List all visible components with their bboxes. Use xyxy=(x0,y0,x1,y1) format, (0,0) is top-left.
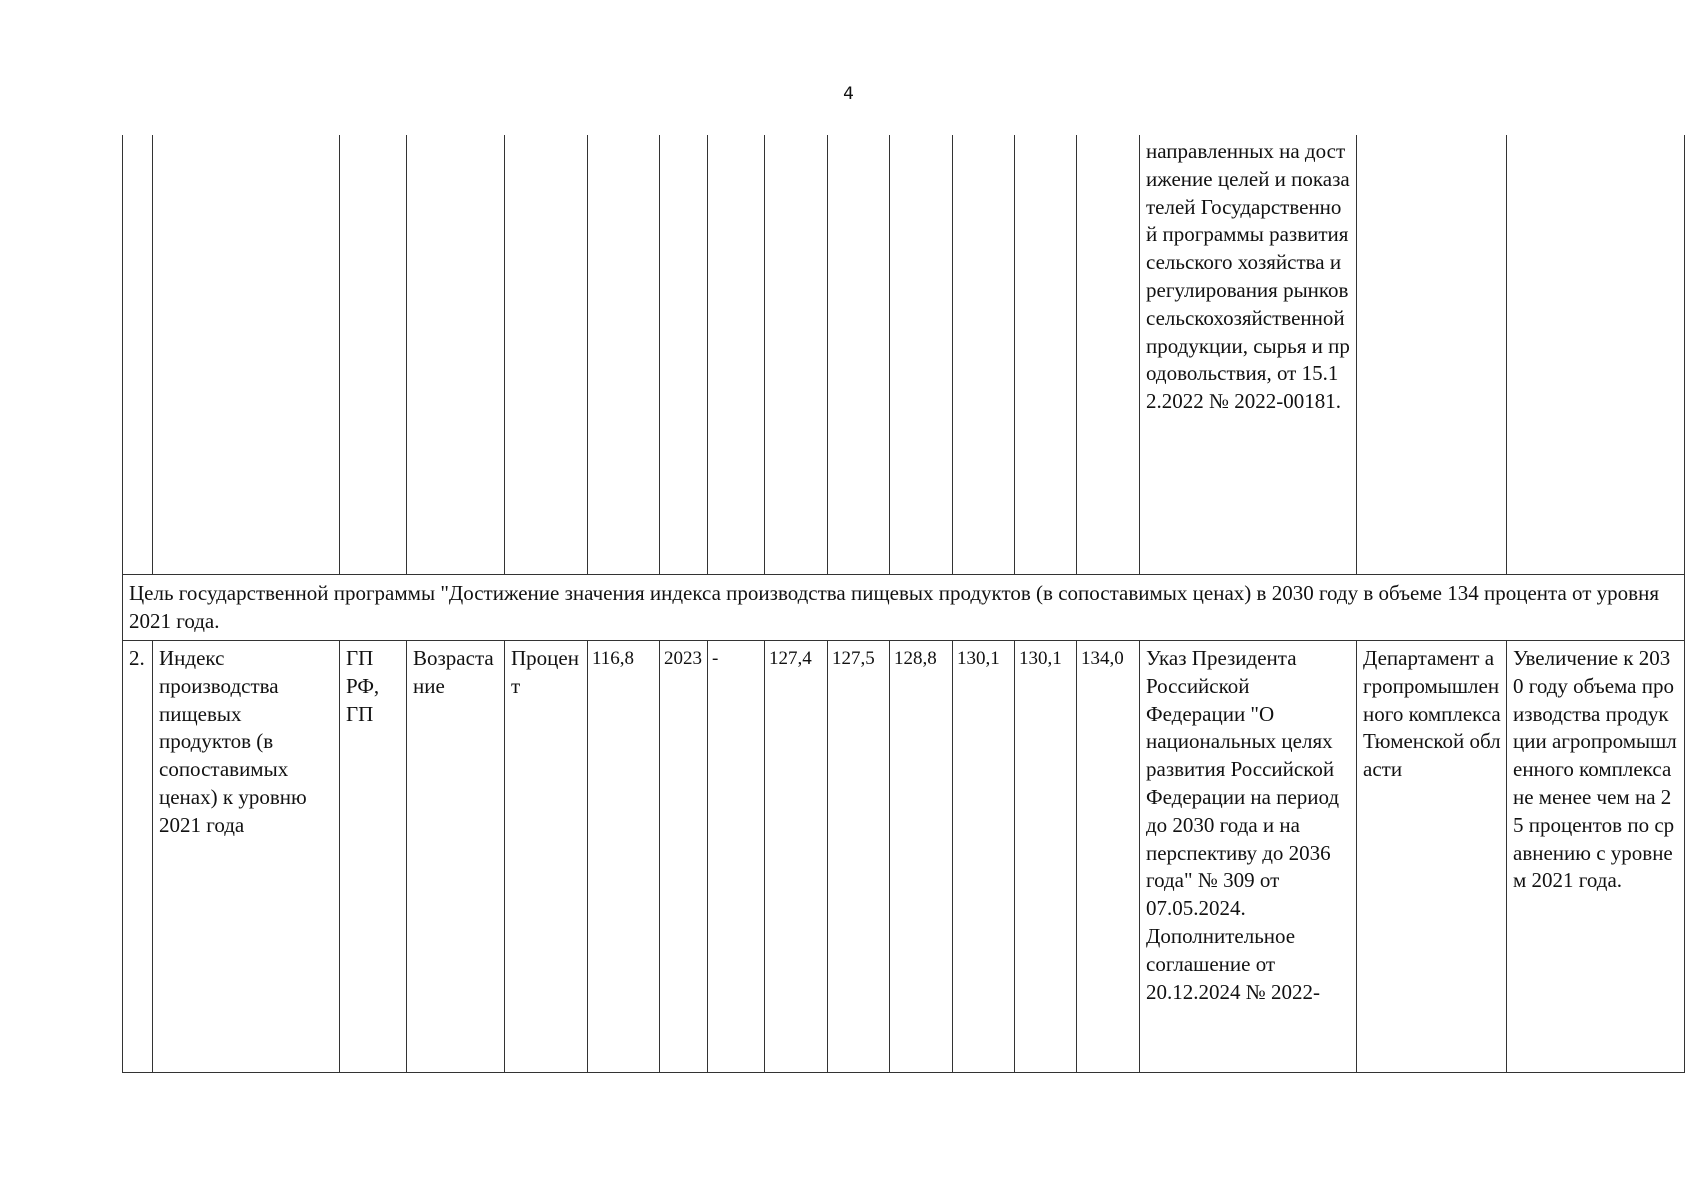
cell-empty xyxy=(1357,135,1507,575)
cell-empty xyxy=(1015,135,1077,575)
indicator-level: ГП РФ, ГП xyxy=(340,641,407,1073)
cell-empty xyxy=(505,135,588,575)
value-cell: 127,4 xyxy=(765,641,828,1073)
goal-text: Цель государственной программы "Достижение значения индекса производства пищевых продуктов (в сопоставимых ценах) в 2030 году в объеме 134 процента от уровня 2021 года. xyxy=(123,575,1685,641)
cell-empty xyxy=(890,135,953,575)
cell-empty xyxy=(407,135,505,575)
cell-empty xyxy=(340,135,407,575)
page-number: 4 xyxy=(843,84,854,104)
cell-empty xyxy=(123,135,153,575)
base-year: 2023 xyxy=(660,641,708,1073)
base-value: 116,8 xyxy=(588,641,660,1073)
indicator-unit: Процент xyxy=(505,641,588,1073)
cell-empty xyxy=(153,135,340,575)
cell-empty xyxy=(708,135,765,575)
value-cell: 128,8 xyxy=(890,641,953,1073)
indicators-table xyxy=(122,135,1685,1073)
link-to-national-goal: Увеличение к 2030 году объема производства продукции агропромышленного комплекса не менее чем на 25 процентов по сравнению с уровнем 2021 года. xyxy=(1507,641,1685,1073)
cell-empty xyxy=(1507,135,1685,575)
value-cell: 130,1 xyxy=(953,641,1015,1073)
basis-document: Указ Президента Российской Федерации "О национальных целях развития Российской Федерации на период до 2030 года и на перспективу до 2036 года" № 309 от 07.05.2024. Дополнительное соглашение от 20.12.2024 № 2022- xyxy=(1140,641,1357,1073)
table-row xyxy=(123,641,1685,1073)
value-cell: 127,5 xyxy=(828,641,890,1073)
indicator-trend: Возрастание xyxy=(407,641,505,1073)
cell-empty xyxy=(828,135,890,575)
cell-empty xyxy=(953,135,1015,575)
cell-empty xyxy=(765,135,828,575)
value-cell: 134,0 xyxy=(1077,641,1140,1073)
row-number: 2. xyxy=(123,641,153,1073)
indicator-name: Индекс производства пищевых продуктов (в сопоставимых ценах) к уровню 2021 года xyxy=(153,641,340,1073)
cell-empty xyxy=(660,135,708,575)
value-cell: 130,1 xyxy=(1015,641,1077,1073)
responsible-department: Департамент агропромышленного комплекса Тюменской области xyxy=(1357,641,1507,1073)
value-dash: - xyxy=(708,641,765,1073)
goal-row xyxy=(123,575,1685,641)
basis-cell-continued: направленных на достижение целей и показателей Государственной программы развития сельского хозяйства и регулирования рынков сельскохозяйственной продукции, сырья и продовольствия, от 15.12.2022 № 2022-00181. xyxy=(1140,135,1357,575)
cell-empty xyxy=(588,135,660,575)
cell-empty xyxy=(1077,135,1140,575)
continuation-row xyxy=(123,135,1685,575)
